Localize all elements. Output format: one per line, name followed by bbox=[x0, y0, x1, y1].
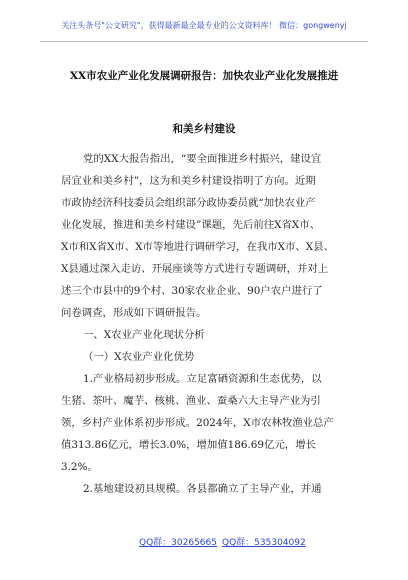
header-divider bbox=[40, 41, 368, 42]
body-line: 述三个市县中的9个村、30家农业企业、90户农户进行了 bbox=[61, 285, 323, 297]
body-line: 问卷调查，形成如下调研报告。 bbox=[61, 307, 207, 319]
body-line: 1.产业格局初步形成。立足富硒资源和生态优势，以 bbox=[83, 373, 322, 385]
body-line: X市和X省X市、X市等地进行调研学习，在我市X市、X县、 bbox=[61, 241, 334, 253]
document-title-line-2: 和美乡村建设 bbox=[172, 123, 236, 135]
footer-qq-group-2[interactable]: QQ群：535304092 bbox=[222, 538, 306, 548]
body-line: 生猪、茶叶、魔芋、核桃、渔业、蚕桑六大主导产业为引 bbox=[61, 395, 321, 407]
body-line: 业化发展，推进和美乡村建设”课题，先后前往X省X市、 bbox=[61, 219, 321, 231]
document-title-line-1: XX市农业产业化发展调研报告：加快农业产业化发展推进 bbox=[69, 70, 339, 82]
body-line: 居宜业和美乡村”，这为和美乡村建设指明了方向。近期 bbox=[61, 175, 316, 187]
body-line: 3.2%。 bbox=[61, 461, 98, 473]
section-heading: 一、X农业产业化现状分析 bbox=[83, 329, 205, 341]
body-line: 市政协经济科技委员会组织部分政协委员就“加快农业产 bbox=[61, 197, 316, 209]
body-line: 2.基地建设初具规模。各县都确立了主导产业，并通 bbox=[83, 483, 322, 495]
body-line: X县通过深入走访、开展座谈等方式进行专题调研，并对上 bbox=[61, 263, 329, 275]
body-line: 值313.86亿元，增长3.0%，增加值186.69亿元，增长 bbox=[61, 439, 316, 451]
body-line: 领，乡村产业体系初步形成。2024年，X市农林牧渔业总产 bbox=[61, 417, 334, 429]
header-notice-link[interactable]: 关注头条号"公文研究"，获得最新最全最专业的公文资料库！ 微信：gongwenyj bbox=[61, 21, 347, 30]
subsection-heading: （一）X农业产业化优势 bbox=[83, 351, 195, 363]
footer-qq-group-1[interactable]: QQ群：30265665 bbox=[139, 538, 217, 548]
body-line: 党的XX大报告指出，“要全面推进乡村振兴，建设宜 bbox=[83, 153, 322, 165]
